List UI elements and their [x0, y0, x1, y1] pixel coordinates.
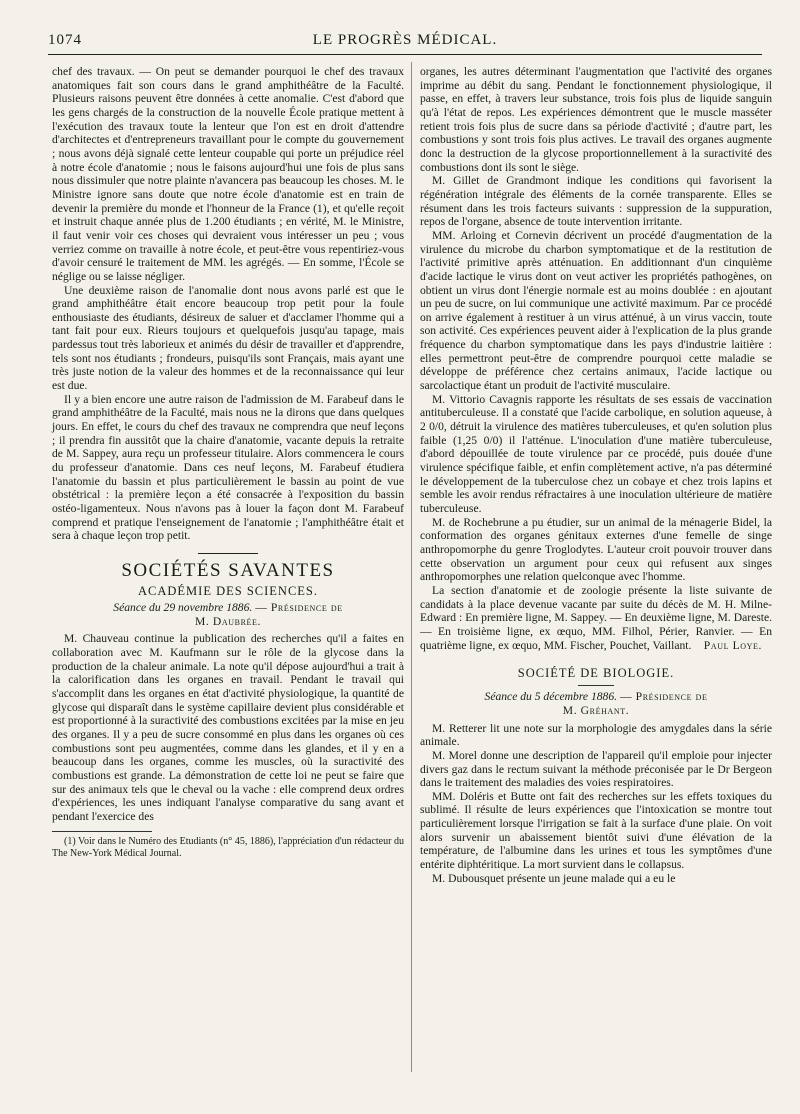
author-signature: Paul Loye.: [703, 638, 762, 652]
paragraph: M. Retterer lit une note sur la morphologie des amygdales dans la série animale.: [420, 721, 772, 749]
paragraph: organes, les autres déterminant l'augmentation que l'activité des organes imprime au débit du sang. Pendant le fonctionnement physiologique, il passe, en effet, à travers leur substance, trois fois plus de liquide sanguin qu'à l'état de repos. Les expériences démontrent que le muscle masséter retient trois fois plus de sucre dans sa période d'activité ; d'autre part, les combustions y sont trois fois plus actives. Le travail des organes augmente donc la destruction de la glycose proportionnellement à la suractivité des combustions dont ils sont le siège.: [420, 65, 772, 174]
paragraph: M. Dubousquet présente un jeune malade qui a eu le: [432, 871, 676, 885]
society-title: ACADÉMIE DES SCIENCES.: [138, 583, 318, 598]
journal-title: LE PROGRÈS MÉDICAL.: [312, 32, 498, 48]
session-date: Séance du 29 novembre 1886.: [113, 600, 253, 614]
paragraph: M. Morel donne une description de l'appareil qu'il emploie pour injecter divers gaz dans le rectum suivant la méthode préconisée par le Dr Bergeon dans le traitement des maladies des voies respiratoires.: [420, 748, 772, 790]
presidence-label: — Présidence de: [255, 600, 343, 614]
president-name: M. Gréhant.: [562, 703, 630, 717]
session-heading: [52, 601, 404, 628]
section-title: SOCIÉTÉS SAVANTES: [121, 559, 335, 581]
paragraph: M. Vittorio Cavagnis rapporte les résultats de ses essais de vaccination antituberculeuse. Il a constaté que l'acide carbolique, en solution aqueuse, à 2 0/0, détruit la virulence des matières tuberculeuses, et qu'en solution plus faible (1,25 0/0) il l'atténue. L'inoculation d'une matière tuberculeuse, d'abord dépouillée de toute virulence par ce procédé, puis douée d'une virulence spécifique faible, et enfin complètement active, n'a pas déterminé le développement de la tuberculose chez un cobaye et chez trois lapins et semble les avoir rendus réfractaires à une inoculation ultérieure de matière tuberculeuse.: [420, 392, 772, 515]
divider: [578, 685, 614, 686]
society-title: SOCIÉTÉ DE BIOLOGIE.: [517, 666, 675, 681]
page-number: 1074: [48, 32, 82, 48]
session-heading: [420, 690, 772, 717]
paragraph: La section d'anatomie et de zoologie présente la liste suivante de candidats à la place devenue vacante par suite du décès de M. H. Milne-Edward : En première ligne, M. Sappey. — En deuxième ligne, M. Dareste. — En troisième ligne, ex œquo, MM. Filhol, Périer, Ranvier. — En quatrième ligne, ex œquo, MM. Fischer, Pouchet, Vaillant.: [420, 583, 772, 652]
column-separator: [411, 62, 412, 1072]
paragraph: MM. Doléris et Butte ont fait des recherches sur les effets toxiques du sublimé. Il résulte de leurs expériences que l'intoxication se montre tout particulièrement lorsque l'irrigation se fait à la surface d'une plaie. On voit alors survenir un abaissement bientôt suivi d'une élévation de la température, de l'albumine dans les urines et tous les symptômes d'une entérite diphtéritique. La mort survient dans le collapsus.: [420, 789, 772, 872]
footnote: (1) Voir dans le Numéro des Etudiants (n° 45, 1886), l'appréciation d'un rédacteur du The New-York Médical Journal.: [52, 836, 404, 860]
page-header: [48, 28, 762, 55]
president-name: M. Daubrée.: [195, 614, 261, 628]
left-column: [52, 65, 404, 860]
paragraph: Il y a bien encore une autre raison de l'admission de M. Farabeuf dans le grand amphithéâtre de la Faculté, mais nous ne la dirons que dans quelques jours. En effet, le cours du chef des travaux ne comprendra que neuf leçons ; il prendra fin aussitôt que la chaire d'anatomie, vacante depuis la retraite de M. Sappey, aura reçu un professeur titulaire. Alors commencera le cours du professeur d'anatomie. Dans ces neuf leçons, M. Farabeuf étudiera l'anatomie du bassin et plus particulièrement le bassin au point de vue obstétrical : la première leçon a été consacrée à l'exposition du bassin ostéo-ligamenteux. Nous n'avons pas à louer la façon dont M. Farabeuf comprend et pratique l'enseignement de l'anatomie ; l'amphithéâtre était et sera à chaque leçon trop petit.: [52, 392, 404, 543]
presidence-label: — Présidence de: [619, 690, 708, 704]
session-date: Séance du 5 décembre 1886.: [484, 690, 618, 704]
paragraph: M. de Rochebrune a pu étudier, sur un animal de la ménagerie Bidel, la conformation des organes génitaux externes d'une femelle de singe anthropomorphe du genre Troglodytes. L'auteur croit pouvoir trouver dans cette observation un argument pour ceux qui refusent aux singes anthropomorphes une relation quelconque avec l'homme.: [420, 515, 772, 584]
paragraph: M. Chauveau continue la publication des recherches qu'il a faites en collaboration avec M. Kaufmann sur le rôle de la glycose dans la production de la chaleur animale. La note qu'il dépose aujourd'hui a trait à la calorification dans les organes en travail. Pendant le travail qui s'accomplit dans les organes en état d'activité physiologique, la quantité de glycose qui disparaît dans le système capillaire devient plus considérable et est proportionné à la suractivité des combustions excitées par la mise en jeu des organes. Il y a peu de sucre consommé en plus dans les organes où ces combustions sont peu augmentées, comme dans les glandes, et il y en a beaucoup dans les organes, comme les muscles, où la suractivité des combustions est grande. La démonstration de cette loi ne peut se faire que sur des animaux tels que le cheval ou la vache : elle comprend deux ordres d'expériences, les unes indiquant l'analyse comparative du sang avant et pendant l'exercice des: [52, 632, 404, 823]
footnote-divider: [52, 831, 152, 832]
right-column: [420, 65, 772, 885]
paragraph: chef des travaux. — On peut se demander pourquoi le chef des travaux anatomiques fait son cours dans le grand amphithéâtre de la Faculté. Plusieurs raisons peuvent être données à cette anomalie. C'est d'abord que les gens chargés de la construction de la nouvelle École pratique mettent à l'exécution des travaux toute la lenteur que l'on est en droit d'attendre d'architectes et d'entrepreneurs travaillant pour le compte du gouvernement ; nous avons déjà signalé cette lenteur coupable qui porte un préjudice réel à notre école d'anatomie ; nous le faisons aujourd'hui une fois de plus sans nous dissimuler que notre plainte n'avancera pas beaucoup les choses. M. le Ministre ignore sans doute que notre école d'anatomie est en train de devenir la première du monde et l'honneur de la France (1), et qu'elle reçoit et instruit chaque année plus de 1.200 étudiants ; en vérité, M. le Ministre, il faut venir voir ces choses qui devraient vous intéresser un peu ; vous verriez comme on travaille à notre école, et peut-être vous repentiriez-vous d'avoir censuré le traitement de MM. les agrégés. — En somme, l'École se néglige ou se laisse négliger.: [52, 65, 404, 283]
paragraph: M. Gillet de Grandmont indique les conditions qui favorisent la régénération intégrale des éléments de la cornée transparente. Elles se résument dans les trois facteurs suivants : suppression de la suppuration, repos de l'organe, absence de toute intervention irritante.: [420, 174, 772, 229]
paragraph: Une deuxième raison de l'anomalie dont nous avons parlé est que le grand amphithéâtre était encore beaucoup trop petit pour la foule enthousiaste des étudiants, désireux de saluer et d'acclamer l'homme qui a tant fait pour eux. Rieurs toujours et quelquefois jusqu'au tapage, mais pardessus tout très laborieux et animés du désir de travailler et d'apprendre, tels sont nos étudiants ; frondeurs, puisqu'ils sont Français, mais ayant une très juste notion de la valeur des hommes et de la reconnaissance qui leur est due.: [52, 283, 404, 393]
divider: [198, 553, 258, 554]
paragraph: MM. Arloing et Cornevin décrivent un procédé d'augmentation de la virulence du microbe du charbon symptomatique et de la restitution de l'activité primitive après atténuation. En additionnant d'un cinquième d'acide lactique le virus dont on veut activer les propriétés pathogènes, on obtient un virus dont l'énergie normale est au moins doublée : en ajoutant un peu de sucre, on lui communique une activité maximum. Par ce procédé on arrive également à restituer à un virus atténué, à un virus vaccin, toute son activité. Ces expériences peuvent aider à l'explication de la plus grande fréquence du charbon symptomatique dans les pays d'industrie laitière : elles permettront peut-être de comprendre pourquoi cette maladie se développe de préférence chez certains animaux, l'acide lactique ou sarcolactique étant un produit de l'activité musculaire.: [420, 228, 772, 393]
